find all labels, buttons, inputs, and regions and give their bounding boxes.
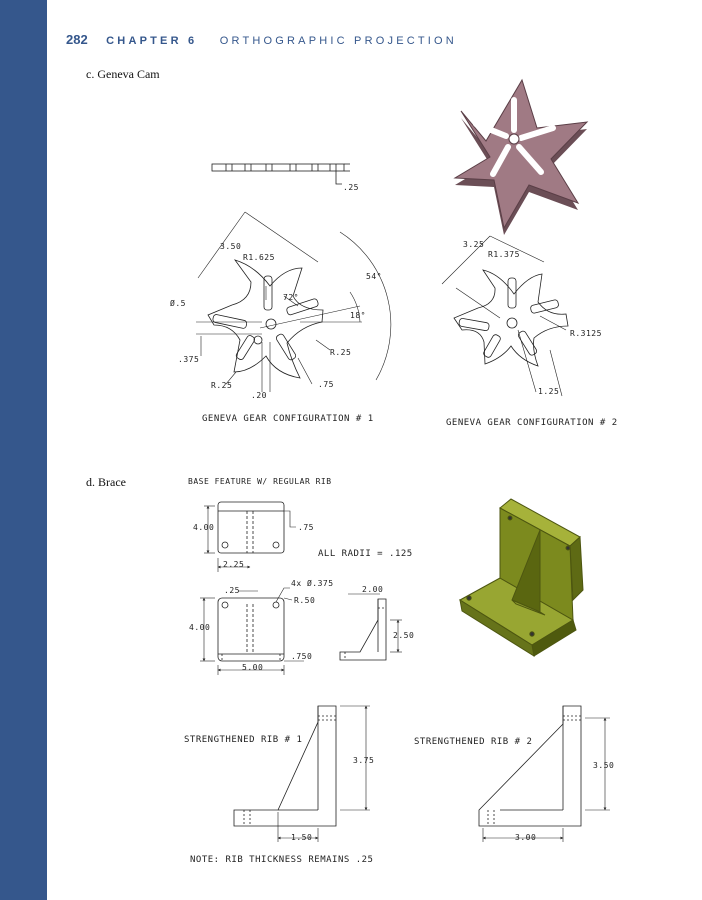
- page-number: 282: [66, 32, 88, 47]
- rib2-height: 3.50: [593, 761, 615, 770]
- geneva-isometric-solid: [455, 80, 587, 235]
- geneva-edge-view: [212, 164, 350, 184]
- geneva-c2-diameter-outer: 3.25: [463, 240, 485, 249]
- brace-top-view: [204, 502, 296, 572]
- brace-front-width: 5.00: [242, 663, 264, 672]
- brace-top-hole-offset: 2.25: [223, 560, 245, 569]
- geneva-c1-diameter-outer: 3.50: [220, 242, 242, 251]
- geneva-c2-r-body: R1.375: [488, 250, 520, 259]
- brace-side-width: 2.00: [362, 585, 384, 594]
- chapter-label: CHAPTER 6: [106, 35, 198, 47]
- brace-isometric-solid: [460, 499, 583, 656]
- rib1-drawing: [234, 706, 370, 842]
- brace-top-thickness: .75: [298, 523, 314, 532]
- geneva-c1-slot-width: .20: [251, 391, 267, 400]
- brace-note: NOTE: RIB THICKNESS REMAINS .25: [190, 855, 374, 865]
- brace-front-view: [200, 588, 304, 675]
- geneva-c1-r-slot: R.25: [330, 348, 352, 357]
- rib1-caption: STRENGTHENED RIB # 1: [184, 735, 303, 745]
- geneva-c2-caption: GENEVA GEAR CONFIGURATION # 2: [446, 418, 618, 428]
- geneva-c1-angle-small: 18°: [350, 311, 366, 320]
- brace-front-holes: 4x Ø.375: [291, 579, 334, 588]
- geneva-config1-drawing: [196, 212, 391, 392]
- rib2-drawing: [479, 706, 610, 842]
- chapter-title: ORTHOGRAPHIC PROJECTION: [219, 35, 457, 47]
- brace-base-caption: BASE FEATURE W/ REGULAR RIB: [188, 477, 332, 486]
- geneva-c2-r-tip: R.3125: [570, 329, 602, 338]
- brace-front-radius: R.50: [294, 596, 316, 605]
- brace-top-height: 4.00: [193, 523, 215, 532]
- geneva-c2-slot-length: 1.25: [538, 387, 560, 396]
- rib1-height: 3.75: [353, 756, 375, 765]
- geneva-c1-hole: Ø.5: [170, 299, 186, 308]
- geneva-heading: c. Geneva Cam: [86, 67, 160, 81]
- brace-front-height: 4.00: [189, 623, 211, 632]
- geneva-c1-r-body: R1.625: [243, 253, 275, 262]
- geneva-c1-slot-length: .75: [318, 380, 334, 389]
- rib2-base: 3.00: [515, 833, 537, 842]
- geneva-c1-angle-arc: 54°: [366, 272, 382, 281]
- brace-front-thk: .750: [291, 652, 313, 661]
- geneva-c1-r-tip: R.25: [211, 381, 233, 390]
- geneva-c1-caption: GENEVA GEAR CONFIGURATION # 1: [202, 414, 374, 424]
- geneva-edge-thickness: .25: [343, 183, 359, 192]
- brace-side-view: [340, 594, 402, 660]
- geneva-c1-offset: .375: [178, 355, 200, 364]
- brace-heading: d. Brace: [86, 475, 126, 489]
- geneva-c1-angle-slots: 72°: [283, 293, 299, 302]
- brace-side-height: 2.50: [393, 631, 415, 640]
- geneva-config2-drawing: [442, 236, 568, 396]
- rib2-caption: STRENGTHENED RIB # 2: [414, 737, 533, 747]
- brace-front-edge: .25: [224, 586, 240, 595]
- brace-all-radii: ALL RADII = .125: [318, 549, 413, 559]
- rib1-base: 1.50: [291, 833, 313, 842]
